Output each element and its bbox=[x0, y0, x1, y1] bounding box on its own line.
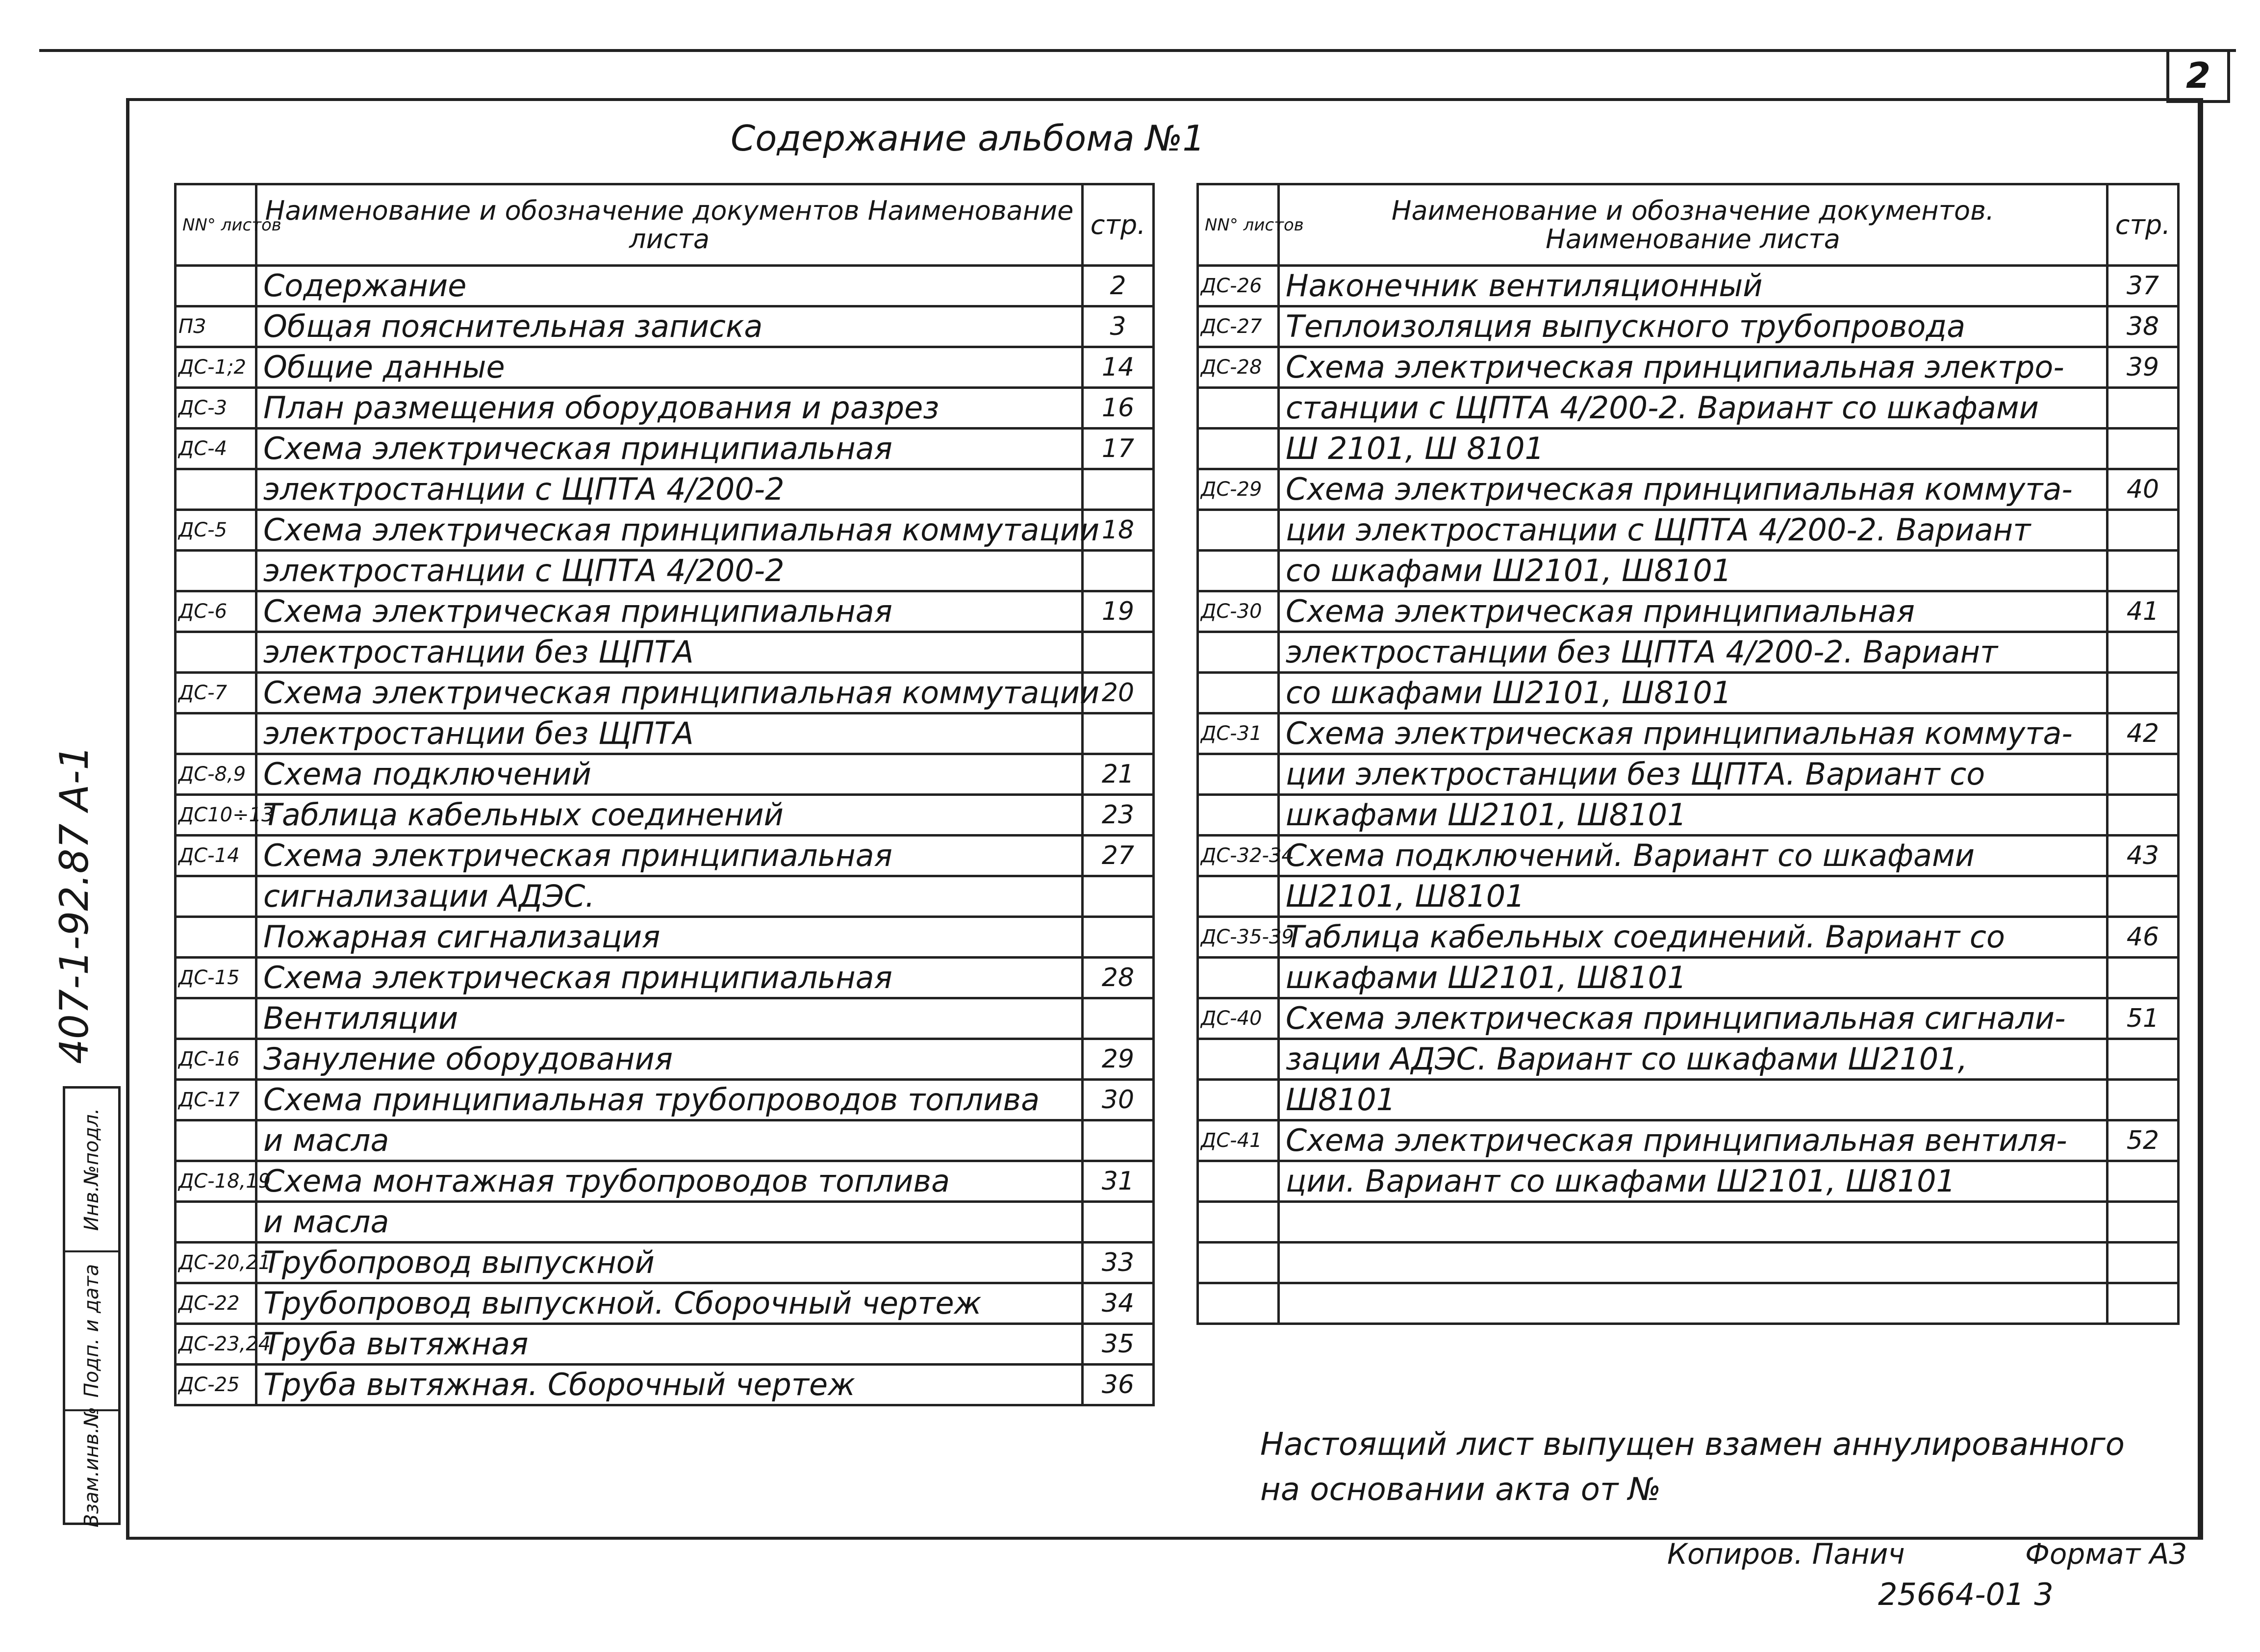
page-cell bbox=[2108, 673, 2179, 713]
page-cell bbox=[2108, 1161, 2179, 1202]
table-row bbox=[176, 591, 1154, 632]
document-name-cell: шкафами Ш2101, Ш8101 bbox=[1279, 958, 2108, 998]
table-row bbox=[1198, 673, 2179, 713]
page-cell bbox=[1083, 632, 1154, 673]
sheet-format: Формат А3 bbox=[2025, 1537, 2187, 1571]
page-cell bbox=[2108, 754, 2179, 795]
document-name-cell: сигнализации АДЭС. bbox=[256, 876, 1083, 917]
sheet-number-cell bbox=[1198, 632, 1279, 673]
header-sheet-number: NN° листов bbox=[176, 184, 256, 266]
document-name-cell: Схема электрическая принципиальная bbox=[256, 429, 1083, 469]
sheet-number-cell bbox=[1198, 1039, 1279, 1080]
sheet-number-cell: ДС-4 bbox=[176, 429, 256, 469]
table-row bbox=[1198, 551, 2179, 591]
sheet-number-cell bbox=[1198, 551, 1279, 591]
copied-by: Копиров. Панич bbox=[1667, 1537, 1905, 1571]
reissue-note-line2: на основании акта от № bbox=[1260, 1472, 1661, 1508]
page-cell: 19 bbox=[1083, 591, 1154, 632]
page-cell: 3 bbox=[1083, 306, 1154, 347]
page-cell: 36 bbox=[1083, 1365, 1154, 1405]
page-cell: 51 bbox=[2108, 998, 2179, 1039]
table-row bbox=[1198, 1202, 2179, 1243]
page-cell bbox=[2108, 1080, 2179, 1120]
page-cell: 42 bbox=[2108, 713, 2179, 754]
sheet-number-cell bbox=[1198, 429, 1279, 469]
sheet-number-cell: ДС-25 bbox=[176, 1365, 256, 1405]
table-row bbox=[176, 917, 1154, 958]
page-cell bbox=[2108, 551, 2179, 591]
document-name-cell: Теплоизоляция выпускного трубопровода bbox=[1279, 306, 2108, 347]
reissue-note-line1: Настоящий лист выпущен взамен аннулированного bbox=[1260, 1426, 2125, 1463]
page-cell: 39 bbox=[2108, 347, 2179, 388]
document-name-cell bbox=[1279, 1243, 2108, 1283]
page-cell bbox=[1083, 1202, 1154, 1243]
document-name-cell: и масла bbox=[256, 1202, 1083, 1243]
document-name-cell: Схема электрическая принципиальная коммутации bbox=[256, 673, 1083, 713]
document-name-cell: зации АДЭС. Вариант со шкафами Ш2101, bbox=[1279, 1039, 2108, 1080]
document-name-cell: ции. Вариант со шкафами Ш2101, Ш8101 bbox=[1279, 1161, 2108, 1202]
stamp-label-replacement: Взам.инв.№ bbox=[80, 1406, 103, 1527]
table-row bbox=[176, 958, 1154, 998]
sheet-number-cell bbox=[1198, 754, 1279, 795]
document-name-cell: Схема электрическая принципиальная коммута- bbox=[1279, 713, 2108, 754]
sheet-number-cell: ДС-14 bbox=[176, 836, 256, 876]
sheet-number-cell bbox=[1198, 1243, 1279, 1283]
table-row bbox=[176, 510, 1154, 551]
sheet-number-cell: ДС-6 bbox=[176, 591, 256, 632]
table-row bbox=[1198, 306, 2179, 347]
document-name-cell: Пожарная сигнализация bbox=[256, 917, 1083, 958]
page-cell bbox=[2108, 1283, 2179, 1324]
document-name-cell: Схема монтажная трубопроводов топлива bbox=[256, 1161, 1083, 1202]
document-name-cell: Схема электрическая принципиальная bbox=[256, 958, 1083, 998]
table-row bbox=[176, 429, 1154, 469]
sheet-number-cell bbox=[1198, 1202, 1279, 1243]
document-name-cell: План размещения оборудования и разрез bbox=[256, 388, 1083, 429]
page-cell bbox=[1083, 469, 1154, 510]
page-cell bbox=[1083, 998, 1154, 1039]
document-name-cell: Ш8101 bbox=[1279, 1080, 2108, 1120]
page-cell: 14 bbox=[1083, 347, 1154, 388]
table-row bbox=[176, 306, 1154, 347]
approval-stamp bbox=[63, 1086, 121, 1525]
inventory-number: 25664-01 3 bbox=[1878, 1576, 2054, 1612]
table-row bbox=[176, 1161, 1154, 1202]
table-row bbox=[1198, 1120, 2179, 1161]
page-cell bbox=[2108, 1243, 2179, 1283]
sheet-number-cell bbox=[176, 469, 256, 510]
table-row bbox=[176, 673, 1154, 713]
table-row bbox=[1198, 429, 2179, 469]
document-name-cell: шкафами Ш2101, Ш8101 bbox=[1279, 795, 2108, 836]
page-cell: 31 bbox=[1083, 1161, 1154, 1202]
header-document-name: Наименование и обозначение документов Наименование листа bbox=[256, 184, 1083, 266]
sheet-number-cell bbox=[176, 1120, 256, 1161]
document-name-cell: Трубопровод выпускной bbox=[256, 1243, 1083, 1283]
document-name-cell: Общие данные bbox=[256, 347, 1083, 388]
sheet-number-cell: ДС-18,19 bbox=[176, 1161, 256, 1202]
page-cell: 2 bbox=[1083, 266, 1154, 306]
contents-table-left bbox=[174, 183, 1155, 1406]
document-name-cell: Схема электрическая принципиальная коммута- bbox=[1279, 469, 2108, 510]
sheet-number-cell: ДС-26 bbox=[1198, 266, 1279, 306]
sheet-number-cell bbox=[1198, 876, 1279, 917]
table-header-row bbox=[1198, 184, 2179, 266]
table-row bbox=[176, 632, 1154, 673]
page-cell bbox=[2108, 1202, 2179, 1243]
table-row bbox=[176, 998, 1154, 1039]
document-name-cell: Труба вытяжная. Сборочный чертеж bbox=[256, 1365, 1083, 1405]
table-row bbox=[176, 836, 1154, 876]
sheet-number-cell: ДС-31 bbox=[1198, 713, 1279, 754]
table-row bbox=[176, 1324, 1154, 1365]
stamp-cell-signature bbox=[65, 1252, 118, 1411]
document-name-cell: ции электростанции с ЩПТА 4/200-2. Вариант bbox=[1279, 510, 2108, 551]
table-row bbox=[176, 1283, 1154, 1324]
document-name-cell: Схема электрическая принципиальная bbox=[256, 836, 1083, 876]
document-name-cell: Схема электрическая принципиальная коммутации bbox=[256, 510, 1083, 551]
sheet-number-cell bbox=[176, 876, 256, 917]
table-row bbox=[176, 469, 1154, 510]
document-name-cell: Схема электрическая принципиальная bbox=[256, 591, 1083, 632]
stamp-label-signature: Подп. и дата bbox=[80, 1264, 103, 1398]
table-row bbox=[1198, 632, 2179, 673]
document-name-cell: Схема принципиальная трубопроводов топлива bbox=[256, 1080, 1083, 1120]
sheet-number-cell bbox=[1198, 388, 1279, 429]
sheet-number-cell: ДС-27 bbox=[1198, 306, 1279, 347]
page-cell: 38 bbox=[2108, 306, 2179, 347]
document-name-cell: станции с ЩПТА 4/200-2. Вариант со шкафами bbox=[1279, 388, 2108, 429]
document-name-cell: электростанции без ЩПТА 4/200-2. Вариант bbox=[1279, 632, 2108, 673]
table-row bbox=[176, 266, 1154, 306]
page-cell: 30 bbox=[1083, 1080, 1154, 1120]
sheet-number-cell bbox=[1198, 1080, 1279, 1120]
document-name-cell: Труба вытяжная bbox=[256, 1324, 1083, 1365]
table-row bbox=[1198, 347, 2179, 388]
sheet-number-cell bbox=[1198, 510, 1279, 551]
sheet-number-cell: ДС-41 bbox=[1198, 1120, 1279, 1161]
document-name-cell: Ш2101, Ш8101 bbox=[1279, 876, 2108, 917]
document-name-cell: Вентиляции bbox=[256, 998, 1083, 1039]
document-name-cell: со шкафами Ш2101, Ш8101 bbox=[1279, 673, 2108, 713]
page-cell bbox=[2108, 388, 2179, 429]
page-cell bbox=[1083, 917, 1154, 958]
table-row bbox=[1198, 1080, 2179, 1120]
header-document-name: Наименование и обозначение документов. Наименование листа bbox=[1279, 184, 2108, 266]
table-row bbox=[1198, 1243, 2179, 1283]
sheet-number-cell bbox=[1198, 673, 1279, 713]
sheet-number-cell: ДС-17 bbox=[176, 1080, 256, 1120]
sheet-number-cell bbox=[176, 551, 256, 591]
table-row bbox=[1198, 876, 2179, 917]
table-row bbox=[1198, 836, 2179, 876]
header-sheet-number: NN° листов bbox=[1198, 184, 1279, 266]
table-row bbox=[176, 795, 1154, 836]
page-cell: 18 bbox=[1083, 510, 1154, 551]
page-cell: 28 bbox=[1083, 958, 1154, 998]
document-name-cell: электростанции без ЩПТА bbox=[256, 713, 1083, 754]
page-cell: 33 bbox=[1083, 1243, 1154, 1283]
frame-right-border bbox=[2198, 98, 2202, 1540]
sheet-number-cell: ДС-22 bbox=[176, 1283, 256, 1324]
document-name-cell: Схема подключений bbox=[256, 754, 1083, 795]
document-name-cell: Ш 2101, Ш 8101 bbox=[1279, 429, 2108, 469]
document-name-cell: Схема подключений. Вариант со шкафами bbox=[1279, 836, 2108, 876]
table-row bbox=[176, 1202, 1154, 1243]
table-row bbox=[1198, 510, 2179, 551]
page-cell: 27 bbox=[1083, 836, 1154, 876]
table-row bbox=[1198, 1161, 2179, 1202]
table-row bbox=[1198, 591, 2179, 632]
sheet-number-cell: ДС10÷13 bbox=[176, 795, 256, 836]
page-cell: 17 bbox=[1083, 429, 1154, 469]
sheet-number-cell bbox=[1198, 1283, 1279, 1324]
page-cell: 37 bbox=[2108, 266, 2179, 306]
sheet-number-cell: ДС-35-39 bbox=[1198, 917, 1279, 958]
sheet-number-cell: ДС-16 bbox=[176, 1039, 256, 1080]
page-cell: 34 bbox=[1083, 1283, 1154, 1324]
document-name-cell: и масла bbox=[256, 1120, 1083, 1161]
page-cell: 23 bbox=[1083, 795, 1154, 836]
page-cell: 52 bbox=[2108, 1120, 2179, 1161]
page-cell bbox=[2108, 429, 2179, 469]
document-name-cell: Таблица кабельных соединений bbox=[256, 795, 1083, 836]
document-name-cell: Таблица кабельных соединений. Вариант со bbox=[1279, 917, 2108, 958]
sheet-number-cell bbox=[176, 632, 256, 673]
page-cell: 20 bbox=[1083, 673, 1154, 713]
table-row bbox=[176, 347, 1154, 388]
document-name-cell: Схема электрическая принципиальная bbox=[1279, 591, 2108, 632]
document-name-cell: электростанции без ЩПТА bbox=[256, 632, 1083, 673]
table-row bbox=[176, 551, 1154, 591]
sheet-number-cell bbox=[1198, 958, 1279, 998]
page-cell bbox=[2108, 958, 2179, 998]
page-cell bbox=[1083, 551, 1154, 591]
table-row bbox=[1198, 917, 2179, 958]
sheet-number-cell: ДС-40 bbox=[1198, 998, 1279, 1039]
sheet-number-cell bbox=[176, 266, 256, 306]
page-number: 2 bbox=[2166, 51, 2230, 103]
sheet-number-cell: ДС-7 bbox=[176, 673, 256, 713]
document-name-cell: Трубопровод выпускной. Сборочный чертеж bbox=[256, 1283, 1083, 1324]
sheet-number-cell: ДС-30 bbox=[1198, 591, 1279, 632]
page-cell bbox=[2108, 510, 2179, 551]
document-name-cell bbox=[1279, 1202, 2108, 1243]
table-row bbox=[176, 713, 1154, 754]
document-name-cell: электростанции с ЩПТА 4/200-2 bbox=[256, 551, 1083, 591]
document-name-cell: Наконечник вентиляционный bbox=[1279, 266, 2108, 306]
stamp-cell-replacement bbox=[65, 1406, 118, 1527]
document-name-cell: со шкафами Ш2101, Ш8101 bbox=[1279, 551, 2108, 591]
document-name-cell: Общая пояснительная записка bbox=[256, 306, 1083, 347]
table-row bbox=[176, 876, 1154, 917]
table-row bbox=[1198, 795, 2179, 836]
document-name-cell: Схема электрическая принципиальная электро- bbox=[1279, 347, 2108, 388]
page-cell bbox=[2108, 876, 2179, 917]
sheet-number-cell bbox=[1198, 795, 1279, 836]
document-name-cell: Схема электрическая принципиальная сигнали- bbox=[1279, 998, 2108, 1039]
sheet-number-cell: ДС-32-34 bbox=[1198, 836, 1279, 876]
top-rule bbox=[39, 49, 2236, 52]
sheet-number-cell: ДС-1;2 bbox=[176, 347, 256, 388]
sheet-number-cell: ДС-29 bbox=[1198, 469, 1279, 510]
page-cell bbox=[1083, 1120, 1154, 1161]
sheet-number-cell: ДС-28 bbox=[1198, 347, 1279, 388]
header-page: стр. bbox=[2108, 184, 2179, 266]
document-name-cell: Схема электрическая принципиальная вентиля- bbox=[1279, 1120, 2108, 1161]
table-row bbox=[176, 1080, 1154, 1120]
table-row bbox=[1198, 754, 2179, 795]
sheet-number-cell: ДС-8,9 bbox=[176, 754, 256, 795]
sheet-number-cell bbox=[1198, 1161, 1279, 1202]
table-row bbox=[176, 1120, 1154, 1161]
table-row bbox=[1198, 958, 2179, 998]
header-page: стр. bbox=[1083, 184, 1154, 266]
page-cell: 46 bbox=[2108, 917, 2179, 958]
reissue-note bbox=[1260, 1422, 2125, 1512]
stamp-cell-inventory bbox=[65, 1089, 118, 1252]
table-row bbox=[1198, 388, 2179, 429]
sheet-number-cell: ПЗ bbox=[176, 306, 256, 347]
table-row bbox=[1198, 1283, 2179, 1324]
table-row bbox=[176, 1365, 1154, 1405]
document-code: 407-1-92.87 А-1 bbox=[51, 745, 97, 1064]
document-name-cell: Содержание bbox=[256, 266, 1083, 306]
document-name-cell: электростанции с ЩПТА 4/200-2 bbox=[256, 469, 1083, 510]
page-cell bbox=[2108, 632, 2179, 673]
document-name-cell: ции электростанции без ЩПТА. Вариант со bbox=[1279, 754, 2108, 795]
sheet-number-cell bbox=[176, 713, 256, 754]
page-cell: 35 bbox=[1083, 1324, 1154, 1365]
page-cell: 16 bbox=[1083, 388, 1154, 429]
page-cell bbox=[1083, 713, 1154, 754]
page-cell bbox=[1083, 876, 1154, 917]
page-cell: 43 bbox=[2108, 836, 2179, 876]
stamp-label-inventory: Инв.№подл. bbox=[80, 1108, 103, 1231]
sheet-number-cell bbox=[176, 998, 256, 1039]
page-cell: 40 bbox=[2108, 469, 2179, 510]
page-cell: 29 bbox=[1083, 1039, 1154, 1080]
sheet-number-cell: ДС-15 bbox=[176, 958, 256, 998]
page-cell bbox=[2108, 795, 2179, 836]
table-row bbox=[176, 1039, 1154, 1080]
page-cell: 41 bbox=[2108, 591, 2179, 632]
table-row bbox=[1198, 469, 2179, 510]
table-header-row bbox=[176, 184, 1154, 266]
table-row bbox=[176, 388, 1154, 429]
sheet-number-cell: ДС-3 bbox=[176, 388, 256, 429]
contents-table-right bbox=[1196, 183, 2180, 1325]
sheet-number-cell bbox=[176, 1202, 256, 1243]
page-cell bbox=[2108, 1039, 2179, 1080]
table-row bbox=[1198, 998, 2179, 1039]
sheet-number-cell bbox=[176, 917, 256, 958]
page-title: Содержание альбома №1 bbox=[731, 118, 1205, 159]
page-cell: 21 bbox=[1083, 754, 1154, 795]
sheet-number-cell: ДС-20,21 bbox=[176, 1243, 256, 1283]
table-row bbox=[176, 1243, 1154, 1283]
table-row bbox=[1198, 266, 2179, 306]
table-row bbox=[1198, 1039, 2179, 1080]
document-name-cell: Зануление оборудования bbox=[256, 1039, 1083, 1080]
table-row bbox=[1198, 713, 2179, 754]
sheet-number-cell: ДС-5 bbox=[176, 510, 256, 551]
sheet-number-cell: ДС-23,24 bbox=[176, 1324, 256, 1365]
document-name-cell bbox=[1279, 1283, 2108, 1324]
table-row bbox=[176, 754, 1154, 795]
